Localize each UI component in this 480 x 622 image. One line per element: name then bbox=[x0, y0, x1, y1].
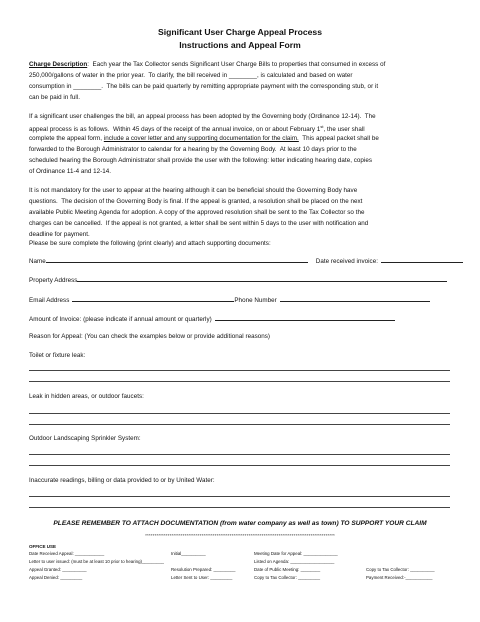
office-copy-tax-collector-2[interactable]: Copy to Tax Collector: _________ bbox=[254, 575, 321, 580]
reason-toilet-leak-line-1[interactable] bbox=[29, 370, 450, 371]
reason-hidden-leak-line-2[interactable] bbox=[29, 424, 450, 425]
reason-inaccurate-readings: Inaccurate readings, billing or data provided to or by United Water: bbox=[29, 477, 215, 484]
charge-description-line-3: consumption in ________. The bills can be paid quarterly by remitting appropriate payment with the corresponding stub, or it bbox=[29, 83, 379, 90]
office-meeting-date[interactable]: Meeting Date for Appeal: ______________ bbox=[254, 551, 338, 556]
amount-label: Amount of Invoice: (please indicate if annual amount or quarterly) bbox=[29, 316, 212, 323]
office-listed-on-agenda[interactable]: Listed on Agenda: __________________ bbox=[254, 559, 335, 564]
amount-row bbox=[29, 315, 395, 323]
date-received-field[interactable] bbox=[381, 257, 463, 263]
office-payment-received[interactable]: Payment Received:-___________ bbox=[366, 575, 433, 580]
phone-label: Phone Number bbox=[234, 297, 277, 304]
cover-letter-requirement: include a cover letter and any supporting documentation for the claim. bbox=[103, 135, 299, 142]
charge-description-line-2: 250,000/gallons of water in the prior year. To clarify, the bill received in ________, is calculated and based on water bbox=[29, 72, 353, 79]
reason-inaccurate-readings-line-2[interactable] bbox=[29, 507, 450, 508]
appeal-paragraph-line-6: of Ordinance 11-4 and 12-14. bbox=[29, 168, 112, 175]
property-address-row bbox=[29, 276, 447, 284]
office-appeal-granted[interactable]: Appeal Granted: __________ bbox=[29, 567, 87, 572]
office-use-heading: OFFICE USE bbox=[29, 544, 57, 549]
reason-sprinkler-line-1[interactable] bbox=[29, 454, 450, 455]
charge-description-label: Charge Description bbox=[29, 61, 88, 68]
hearing-paragraph-line-2: questions. The decision of the Governing Body is final. If the appeal is granted, a resolution shall be placed on the next bbox=[29, 198, 363, 205]
reason-hidden-leak: Leak in hidden areas, or outdoor faucets: bbox=[29, 393, 144, 400]
document-subtitle: Instructions and Appeal Form bbox=[179, 40, 301, 50]
charge-description-line-1: Charge Description: Each year the Tax Collector sends Significant User Charge Bills to properties that consumed in excess of bbox=[29, 61, 386, 68]
office-letter-to-user[interactable]: Letter to user issued: (must be at least 10 prior to hearing)_________ bbox=[29, 559, 164, 564]
separator-stars: ***************************************************************************************************** bbox=[145, 533, 335, 538]
email-phone-row bbox=[29, 296, 430, 304]
email-field[interactable] bbox=[72, 296, 234, 302]
appeal-paragraph-line-4: forwarded to the Borough Administrator to calendar for a hearing by the Governing Body. At least 10 days prior to the bbox=[29, 146, 357, 153]
office-date-public-meeting[interactable]: Date of Public Meeting: ________ bbox=[254, 567, 321, 572]
appeal-paragraph-line-5: scheduled hearing the Borough Administrator shall provide the user with the following: letter indicating hearing date, copies bbox=[29, 157, 372, 164]
hearing-paragraph-line-5: deadline for payment. bbox=[29, 231, 90, 238]
hearing-paragraph-line-1: It is not mandatory for the user to appear at the hearing although it can be beneficial should the Governing Body have bbox=[29, 187, 358, 194]
documentation-notice: PLEASE REMEMBER TO ATTACH DOCUMENTATION (from water company as well as town) TO SUPPORT YOUR CLAIM bbox=[53, 520, 427, 527]
amount-field[interactable] bbox=[215, 315, 395, 321]
reason-toilet-leak-line-2[interactable] bbox=[29, 381, 450, 382]
date-received-label: Date received invoice: bbox=[315, 258, 378, 265]
property-address-field[interactable] bbox=[77, 276, 447, 282]
hearing-paragraph-line-4: charges can be cancelled. If the appeal is not granted, a letter shall be sent within 5 days to the user with notification and bbox=[29, 220, 369, 227]
name-label: Name bbox=[29, 258, 46, 265]
phone-field[interactable] bbox=[280, 296, 430, 302]
reason-label: Reason for Appeal: (You can check the examples below or provide additional reasons) bbox=[29, 333, 271, 340]
reason-sprinkler-line-2[interactable] bbox=[29, 465, 450, 466]
office-initial[interactable]: Initial__________ bbox=[171, 551, 206, 556]
email-label: Email Address bbox=[29, 297, 70, 304]
document-title: Significant User Charge Appeal Process bbox=[158, 27, 322, 37]
reason-hidden-leak-line-1[interactable] bbox=[29, 413, 450, 414]
name-row bbox=[29, 257, 463, 265]
reason-sprinkler: Outdoor Landscaping Sprinkler System: bbox=[29, 435, 141, 442]
hearing-paragraph-line-3: available Public Meeting Agenda for adoption. A copy of the approved resolution shall be sent to the Tax Collector so the bbox=[29, 209, 365, 216]
office-appeal-denied[interactable]: Appeal Denied: _________ bbox=[29, 575, 83, 580]
name-field[interactable] bbox=[46, 257, 308, 263]
office-letter-sent-to-user[interactable]: Letter Sent to User: _________ bbox=[171, 575, 233, 580]
office-resolution-prepared[interactable]: Resolution Prepared: _________ bbox=[171, 567, 236, 572]
reason-inaccurate-readings-line-1[interactable] bbox=[29, 496, 450, 497]
charge-description-line-4: can be paid in full. bbox=[29, 94, 81, 101]
instructions: Please be sure complete the following (print clearly) and attach supporting documents: bbox=[29, 240, 271, 247]
property-address-label: Property Address bbox=[29, 277, 78, 284]
reason-toilet-leak: Toilet or fixture leak: bbox=[29, 352, 86, 359]
office-copy-tax-collector-1[interactable]: Copy to Tax Collector: __________ bbox=[366, 567, 435, 572]
office-date-received-appeal[interactable]: Date Received Appeal: ____________ bbox=[29, 551, 105, 556]
appeal-paragraph-line-2: appeal process is as follows. Within 45 days of the receipt of the annual invoice, on or about February 1st, the user shall bbox=[29, 124, 365, 134]
appeal-paragraph-line-1: If a significant user challenges the bill, an appeal process has been adopted by the Governing body (Ordinance 12-14). The bbox=[29, 113, 376, 120]
appeal-paragraph-line-3: complete the appeal form, include a cover letter and any supporting documentation for the claim. This appeal packet shall be bbox=[29, 135, 379, 142]
